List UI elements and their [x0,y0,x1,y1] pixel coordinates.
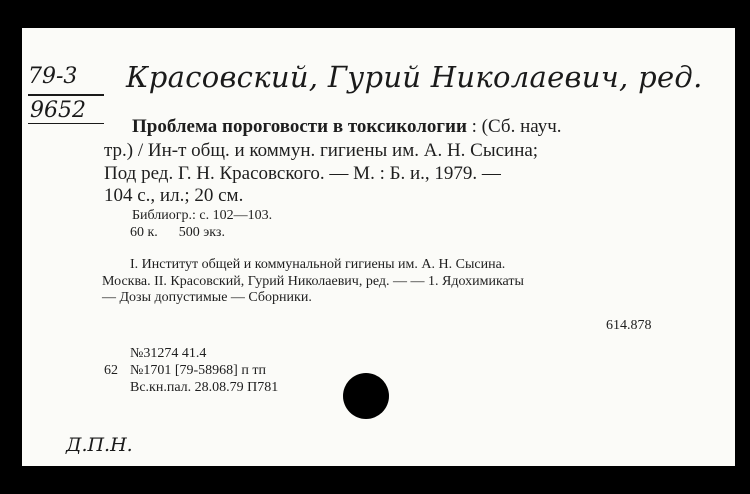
description-line-2: тр.) / Ин-т общ. и коммун. гигиены им. А. Н. Сысина; [104,140,539,161]
registry-prefix: 62 [104,363,118,378]
handwritten-heading: Красовский, Гурий Николаевич, ред. [126,60,703,94]
description-line-3: Под ред. Г. Н. Красовского. — М. : Б. и., 1979. — [104,163,501,184]
description-line-1: : (Сб. науч. [471,116,562,137]
book-title: Проблема пороговости в токсикологии [132,116,467,137]
tracings-line-1: I. Институт общей и коммунальной гигиены им. А. Н. Сысина. [130,257,506,272]
tracings-line-3: — Дозы допустимые — Сборники. [102,290,312,305]
punch-hole [343,373,389,419]
registry-line-1: №31274 41.4 [130,346,207,361]
classification-number: 614.878 [606,318,652,333]
handwritten-footer: Д.П.Н. [66,434,133,456]
call-number-divider [28,94,104,96]
call-number-underline [28,123,104,124]
call-number-top: 79-3 [28,64,78,89]
description-line-4: 104 с., ил.; 20 см. [104,185,244,206]
bibliography-note: Библиогр.: с. 102—103. [132,208,273,223]
price-and-copies: 60 к. 500 экз. [130,225,225,240]
tracings-line-2: Москва. II. Красовский, Гурий Николаевич, ред. — — 1. Ядохимикаты [102,274,524,289]
registry-line-3: Вс.кн.пал. 28.08.79 П781 [130,380,279,395]
call-number-bottom: 9652 [30,98,86,123]
title-line [132,116,562,138]
catalog-card [22,28,735,466]
registry-line-2: №1701 [79-58968] п тп [130,363,266,378]
